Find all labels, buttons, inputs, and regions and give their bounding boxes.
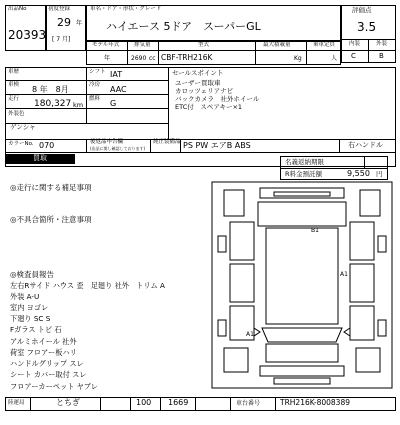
ext-color-label: 外装色 [8, 111, 25, 117]
lot-label: 出品No [8, 6, 27, 12]
interior-label: 内装 [349, 41, 361, 47]
region-label: 陸運局 [8, 400, 25, 406]
ext-color: ゲンシャ [10, 123, 36, 131]
displacement: 2690 [131, 55, 147, 62]
specs-box [86, 41, 341, 65]
inspector-line: フロアーカーペット ヤブレ [10, 382, 98, 391]
model-year-label: モデル年式 [92, 42, 120, 48]
ac-label: 冷房 [89, 82, 101, 88]
capacity-unit: 人 [331, 55, 338, 62]
payload-unit: Kg [294, 55, 302, 62]
car-name: ハイエース 5ドア スーパーGL [106, 20, 261, 33]
mileage: 180,327 [34, 99, 72, 109]
selling-points-title: セールスポイント [172, 69, 224, 77]
first-reg-label: 初度登録 [48, 6, 71, 12]
score: 3.5 [357, 20, 377, 34]
damage-mark: A1 [340, 271, 348, 278]
lot-number: 20393 [8, 28, 47, 42]
payload-label: 最大積載量 [263, 42, 291, 48]
history-label: 車歴 [8, 69, 20, 75]
fuel: G [110, 99, 117, 108]
inspector-line: 左右Rサイド ハウス 歪 足廻り 社外 トリム A [10, 281, 165, 290]
inspector-line: 下廻り SC S [10, 314, 51, 323]
selling-point-line: ETC付 スペアキー×1 [175, 103, 243, 111]
shift: IAT [110, 70, 123, 79]
fee: 9,550 [347, 169, 370, 178]
inspection-label: 車検 [8, 82, 20, 88]
inspector-line: ハンドルグリップ スレ [10, 359, 84, 368]
displacement-label: 排気量 [134, 42, 151, 48]
inspector-line: Fガラス トビ 石 [10, 325, 62, 334]
inspector-line: アルミホイール 社外 [10, 337, 77, 346]
buy-label: 買取 [5, 154, 75, 164]
damage-mark: A1 [246, 331, 254, 338]
interior-grade: C [351, 52, 356, 60]
model-label: 型式 [198, 42, 210, 48]
handle: 右ハンドル [348, 141, 383, 149]
fee-label: R料金預託額 [285, 170, 323, 178]
ac: AAC [110, 85, 127, 94]
chassis-label: 車台番号 [236, 400, 261, 407]
equip-label: 純正装備品 [153, 139, 181, 145]
vehicle-damage-diagram [210, 180, 396, 392]
color-no: 070 [39, 141, 55, 150]
inspector-line: 室内 ヨゴレ [10, 303, 49, 312]
defect-notes-title: ◎不具合箇所・注意事項 [10, 215, 92, 224]
region: とちぎ [56, 398, 80, 407]
selling-point-line: ユーザー買取車 [175, 79, 221, 87]
running-notes-title: ◎走行に関する補足事項 [10, 183, 92, 192]
exterior-grade: B [379, 52, 384, 60]
inspector-title: ◎検査員報告 [10, 270, 55, 279]
recycle-label: 後返品申告欄 [90, 139, 124, 145]
year-unit: 年 [76, 20, 83, 27]
deposit-label: 名義返納期限 [285, 158, 324, 166]
fuel-label: 燃料 [89, 96, 101, 102]
exterior-label: 外装 [376, 41, 388, 47]
reg-number-1: 100 [136, 398, 152, 407]
inspector-line: 外装 A-U [10, 292, 40, 301]
car-name-label: 車名・ドア・形状・グレード [90, 6, 162, 12]
inspection: 8 年 8月 [32, 85, 69, 94]
month-value: [ 7 月] [52, 36, 71, 43]
equipment: PS PW エアB ABS [183, 141, 251, 150]
fee-unit: 円 [376, 170, 383, 178]
year-value: 29 [57, 16, 71, 29]
score-label: 評価点 [352, 6, 372, 14]
inspector-line: 荷室 フロアー板ハリ [10, 348, 77, 357]
model-year: 年 [104, 55, 111, 62]
displacement-unit: cc [149, 55, 156, 62]
chassis: TRH216K-8008389 [280, 398, 350, 407]
recycle-note: (出品に関し確認しております) [90, 146, 146, 151]
mileage-unit: km [73, 101, 84, 109]
shift-label: シフト [89, 69, 106, 75]
color-no-label: カラーNo. [8, 141, 34, 147]
capacity-label: 乗車定員 [313, 42, 336, 48]
selling-point-line: バックカメラ 社外ホイール [175, 95, 260, 103]
inspector-line: シート カバー取付 スレ [10, 370, 87, 379]
damage-mark: B1 [311, 227, 319, 234]
model: CBF-TRH216K [161, 53, 213, 62]
selling-point-line: カロッツェリアナビ [175, 87, 234, 95]
reg-number-2: 1669 [168, 398, 189, 407]
mileage-label: 走行 [8, 96, 20, 102]
